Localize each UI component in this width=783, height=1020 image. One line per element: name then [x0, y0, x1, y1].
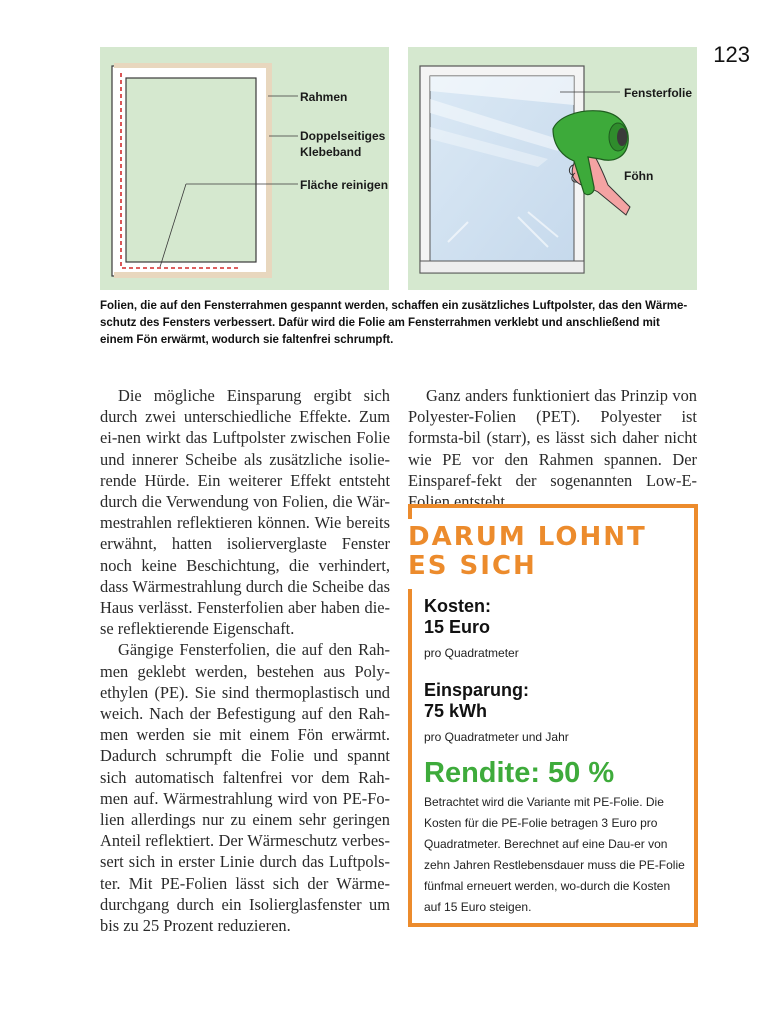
info-box-title-line2: ES SICH	[408, 551, 537, 581]
window-frame-illustration	[100, 47, 389, 290]
figure-caption: Folien, die auf den Fensterrahmen gespannt werden, schaffen ein zusätzliches Luftpolster, das den Wärme-schutz des Fensters verbessert. Dafür wird die Folie am Fensterrahmen verklebt und anschließend mit einem Fön erwärmt, wodurch sie faltenfrei schrumpft.	[100, 300, 688, 346]
label-flaeche-reinigen: Fläche reinigen	[300, 178, 389, 192]
window-glass	[126, 78, 256, 262]
info-box-title	[408, 523, 698, 581]
info-box-content	[424, 596, 686, 918]
rendite-title: Rendite: 50 %	[424, 757, 615, 789]
body-paragraph: Ganz anders funktioniert das Prinzip von Polyester-Folien (PET). Polyester ist formsta-bil (starr), es lässt sich daher nicht wie PE vor den Rahmen spannen. Der Einsparef-fekt der sogenannten Low-E-Folien entsteht	[408, 386, 697, 512]
figure-frame-tape	[100, 47, 389, 290]
body-paragraph: Gängige Fensterfolien, die auf den Rah-men geklebt werden, bestehen aus Poly-ethylen (PE). Sie sind thermoplastisch und weich. Nach der Befestigung auf den Rah-men werden sie mit einem Fön erwärmt. Dadurch schrumpft die Folie und spannt sich automatisch faltenfrei vor dem Rah-men auf. Wärmestrahlung wird von PE-Fo-lien allerdings nur zu einem sehr geringen Anteil reflektiert. Der Wärmeschutz verbes-sert sich in erster Linie durch das Luftpols-ter. Mit PE-Folien lässt sich der Wärme-durchgang durch ein Isolierglasfenster um bis zu 25 Prozent reduzieren.	[100, 640, 390, 936]
label-foehn: Föhn	[624, 169, 654, 183]
tape-strip-right	[266, 66, 272, 278]
page-number: 123	[713, 42, 750, 67]
rendite-explanation: Betrachtet wird die Variante mit PE-Folie. Die Kosten für die PE-Folie betragen 3 Euro pro Quadratmeter. Berechnet auf eine Dau-er von zehn Jahren Restlebensdauer muss die PE-Folie fünfmal erneuert werden, wo-durch die Kosten auf 15 Euro steigen.	[424, 795, 685, 914]
label-klebeband: Doppelseitiges Klebeband	[300, 129, 386, 159]
window-film-illustration	[408, 47, 697, 290]
body-column-right	[408, 385, 697, 512]
info-box-title-line1: DARUM LOHNT	[408, 522, 647, 552]
cost-subtitle: pro Quadratmeter	[424, 646, 519, 660]
cost-title: Kosten: 15 Euro	[424, 596, 491, 637]
saving-title: Einsparung: 75 kWh	[424, 680, 530, 721]
tape-strip-top	[114, 63, 272, 68]
saving-subtitle: pro Quadratmeter und Jahr	[424, 730, 569, 744]
body-column-left	[100, 385, 390, 936]
label-fensterfolie: Fensterfolie	[624, 86, 693, 100]
body-paragraph: Die mögliche Einsparung ergibt sich durch zwei unterschiedliche Effekte. Zum ei-nen wirkt das Luftpolster zwischen Folie und innerer Scheibe als zusätzliche isolie-rende Hürde. Ein weiterer Effekt entsteht durch die Verwendung von Folien, die Wär-mestrahlen reflektieren können. Wie bereits erwähnt, hatten isolierverglaste Fenster noch keine Beschichtung, die verhindert, dass Wärmestrahlung durch die Scheibe das Haus verlässt. Fensterfolien aber haben die-se reflektierende Eigenschaft.	[100, 386, 390, 639]
label-rahmen: Rahmen	[300, 90, 348, 104]
tape-strip-bottom	[114, 272, 272, 278]
figure-film-dryer	[408, 47, 697, 290]
